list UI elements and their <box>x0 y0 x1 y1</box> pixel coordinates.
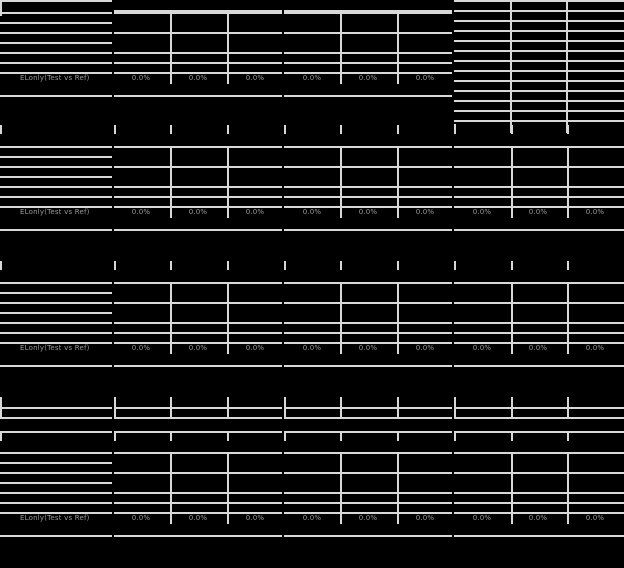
row-cell-value: 0.0% <box>472 208 492 216</box>
header-tick <box>227 261 229 270</box>
header-tick <box>284 125 286 134</box>
header-tick <box>397 261 399 270</box>
group-rule <box>114 166 282 168</box>
group-rule <box>114 186 282 188</box>
col-divider <box>170 452 172 524</box>
header-tick <box>567 432 569 441</box>
band-rule <box>114 407 282 409</box>
header-tick <box>511 432 513 441</box>
row-cell-value: 0.0% <box>188 74 208 82</box>
row-cell-value: 0.0% <box>528 344 548 352</box>
group-rule <box>114 472 282 474</box>
top-right-col-divider <box>510 0 512 133</box>
group-bottom-rule <box>114 229 282 231</box>
band-tick <box>340 397 342 417</box>
group-rule <box>114 322 282 324</box>
row-cell-value: 0.0% <box>415 344 435 352</box>
group-bottom-rule <box>114 365 282 367</box>
group-rule <box>284 32 452 34</box>
row-cell-value: 0.0% <box>245 344 265 352</box>
top-right-rule <box>454 70 624 72</box>
group-rule <box>114 62 282 64</box>
group-bottom-rule <box>284 535 452 537</box>
col-divider <box>511 452 513 524</box>
col-divider <box>511 282 513 354</box>
header-tick <box>0 432 2 441</box>
label-rule <box>0 472 112 474</box>
top-right-rule <box>454 90 624 92</box>
group-top-rule <box>454 146 624 148</box>
label-rule <box>0 452 112 454</box>
group-rule <box>284 166 452 168</box>
band-tick <box>511 397 513 417</box>
group-bottom-rule <box>454 365 624 367</box>
row-cell-value: 0.0% <box>585 344 605 352</box>
label-rule <box>0 166 112 168</box>
header-tick <box>114 432 116 441</box>
group-rule <box>454 322 624 324</box>
row-cell-value: 0.0% <box>585 208 605 216</box>
group-top-rule <box>114 12 282 14</box>
group-top-rule <box>284 282 452 284</box>
label-rule <box>0 302 112 304</box>
label-rule <box>0 156 112 158</box>
row-cell-value: 0.0% <box>245 74 265 82</box>
group-rule <box>454 472 624 474</box>
header-tick <box>567 125 569 134</box>
header-tick <box>454 432 456 441</box>
header-tick <box>170 125 172 134</box>
top-right-col-divider <box>566 0 568 133</box>
top-right-rule <box>454 60 624 62</box>
label-rule <box>0 176 112 178</box>
header-tick <box>114 125 116 134</box>
group-rule <box>114 196 282 198</box>
header-tick <box>170 432 172 441</box>
group-bottom-rule <box>454 535 624 537</box>
band-rule <box>114 417 282 419</box>
row-cell-value: 0.0% <box>472 344 492 352</box>
band-tick <box>284 397 286 417</box>
group-top-rule <box>454 452 624 454</box>
group-rule <box>454 302 624 304</box>
group-rule <box>284 492 452 494</box>
row-cell-value: 0.0% <box>358 74 378 82</box>
col-divider <box>227 282 229 354</box>
group-rule <box>284 62 452 64</box>
band-rule <box>284 431 452 433</box>
col-divider <box>567 452 569 524</box>
group-top-rule <box>284 12 452 14</box>
row-label: ELonly(Test vs Ref) <box>20 208 90 216</box>
header-tick <box>511 125 513 134</box>
col-divider <box>567 282 569 354</box>
col-divider <box>567 146 569 218</box>
group-bottom-rule <box>284 95 452 97</box>
row-cell-value: 0.0% <box>245 514 265 522</box>
row-cell-value: 0.0% <box>302 208 322 216</box>
header-tick <box>284 432 286 441</box>
row-cell-value: 0.0% <box>131 344 151 352</box>
label-rule <box>0 229 112 231</box>
col-divider <box>397 282 399 354</box>
row-cell-value: 0.0% <box>415 74 435 82</box>
row-cell-value: 0.0% <box>415 208 435 216</box>
group-rule <box>284 186 452 188</box>
group-top-rule <box>454 282 624 284</box>
group-rule <box>114 52 282 54</box>
row-label: ELonly(Test vs Ref) <box>20 514 90 522</box>
row-cell-value: 0.0% <box>528 514 548 522</box>
row-cell-value: 0.0% <box>302 514 322 522</box>
top-right-rule <box>454 30 624 32</box>
label-rule <box>0 365 112 367</box>
band-rule <box>454 431 624 433</box>
top-right-rule <box>454 50 624 52</box>
row-cell-value: 0.0% <box>358 514 378 522</box>
group-top-rule <box>114 146 282 148</box>
row-cell-value: 0.0% <box>245 208 265 216</box>
header-tick <box>0 125 2 134</box>
top-right-rule <box>454 80 624 82</box>
top-right-rule <box>454 10 624 12</box>
row-cell-value: 0.0% <box>302 74 322 82</box>
label-rule <box>0 535 112 537</box>
header-rule <box>0 0 112 2</box>
top-right-rule <box>454 100 624 102</box>
group-bottom-rule <box>114 535 282 537</box>
label-rule <box>0 292 112 294</box>
group-top-rule <box>114 452 282 454</box>
header-tick <box>340 432 342 441</box>
label-rule <box>0 492 112 494</box>
band-tick <box>0 397 2 417</box>
label-rule <box>0 322 112 324</box>
group-rule <box>284 502 452 504</box>
row-label: ELonly(Test vs Ref) <box>20 74 90 82</box>
band-rule <box>0 417 112 419</box>
group-rule <box>284 196 452 198</box>
group-rule <box>284 52 452 54</box>
row-cell-value: 0.0% <box>302 344 322 352</box>
group-rule <box>454 196 624 198</box>
row-cell-value: 0.0% <box>188 514 208 522</box>
col-divider <box>227 452 229 524</box>
label-rule <box>0 62 112 64</box>
band-rule <box>114 431 282 433</box>
group-rule <box>284 302 452 304</box>
header-tick <box>511 261 513 270</box>
group-rule <box>454 186 624 188</box>
label-rule <box>0 32 112 34</box>
header-tick <box>227 432 229 441</box>
group-top-rule <box>284 452 452 454</box>
row-cell-value: 0.0% <box>131 74 151 82</box>
band-tick <box>454 397 456 417</box>
group-bottom-rule <box>114 95 282 97</box>
row-cell-value: 0.0% <box>131 208 151 216</box>
header-tick <box>340 125 342 134</box>
label-rule <box>0 312 112 314</box>
top-right-rule <box>454 20 624 22</box>
col-divider <box>397 12 399 84</box>
col-divider <box>340 452 342 524</box>
header-tick <box>454 261 456 270</box>
band-rule <box>284 407 452 409</box>
top-right-rule <box>454 120 624 122</box>
col-divider <box>340 12 342 84</box>
col-divider <box>511 146 513 218</box>
col-divider <box>340 146 342 218</box>
group-bottom-rule <box>284 365 452 367</box>
band-tick <box>114 397 116 417</box>
band-rule <box>0 407 112 409</box>
header-tick <box>227 125 229 134</box>
row-cell-value: 0.0% <box>358 208 378 216</box>
row-cell-value: 0.0% <box>358 344 378 352</box>
group-rule <box>454 492 624 494</box>
header-tick <box>567 261 569 270</box>
band-tick <box>567 397 569 417</box>
label-rule <box>0 502 112 504</box>
label-rule <box>0 462 112 464</box>
header-tick <box>340 261 342 270</box>
group-rule <box>114 492 282 494</box>
group-rule <box>284 472 452 474</box>
group-top-rule <box>284 146 452 148</box>
group-rule <box>114 332 282 334</box>
label-rule <box>0 42 112 44</box>
col-divider <box>397 146 399 218</box>
group-top-rule <box>114 282 282 284</box>
label-rule <box>0 52 112 54</box>
top-right-rule <box>454 110 624 112</box>
band-tick <box>170 397 172 417</box>
row-cell-value: 0.0% <box>188 344 208 352</box>
band-tick <box>397 397 399 417</box>
label-rule <box>0 22 112 24</box>
row-cell-value: 0.0% <box>585 514 605 522</box>
group-rule <box>284 332 452 334</box>
group-rule <box>454 166 624 168</box>
band-tick <box>227 397 229 417</box>
header-tick <box>397 125 399 134</box>
top-right-rule <box>454 0 624 2</box>
col-divider <box>227 12 229 84</box>
label-rule <box>0 95 112 97</box>
band-rule <box>0 431 112 433</box>
col-divider <box>397 452 399 524</box>
header-tick <box>284 261 286 270</box>
header-tick <box>114 261 116 270</box>
top-right-rule <box>454 40 624 42</box>
group-rule <box>114 502 282 504</box>
group-bottom-rule <box>454 229 624 231</box>
group-rule <box>114 32 282 34</box>
col-divider <box>170 146 172 218</box>
group-rule <box>454 502 624 504</box>
label-rule <box>0 146 112 148</box>
row-cell-value: 0.0% <box>528 208 548 216</box>
row-cell-value: 0.0% <box>131 514 151 522</box>
header-tick <box>454 125 456 134</box>
header-tick <box>170 261 172 270</box>
label-rule <box>0 186 112 188</box>
row-cell-value: 0.0% <box>415 514 435 522</box>
row-cell-value: 0.0% <box>472 514 492 522</box>
col-divider <box>340 282 342 354</box>
group-bottom-rule <box>284 229 452 231</box>
label-rule <box>0 196 112 198</box>
col-divider <box>170 12 172 84</box>
label-rule <box>0 282 112 284</box>
band-rule <box>454 417 624 419</box>
label-rule <box>0 332 112 334</box>
col-divider <box>170 282 172 354</box>
label-rule <box>0 12 112 14</box>
header-tick <box>397 432 399 441</box>
header-tick <box>0 261 2 270</box>
row-label: ELonly(Test vs Ref) <box>20 344 90 352</box>
label-rule <box>0 482 112 484</box>
group-rule <box>284 322 452 324</box>
row-cell-value: 0.0% <box>188 208 208 216</box>
col-divider <box>227 146 229 218</box>
group-rule <box>114 302 282 304</box>
group-rule <box>454 332 624 334</box>
band-rule <box>284 417 452 419</box>
band-rule <box>454 407 624 409</box>
